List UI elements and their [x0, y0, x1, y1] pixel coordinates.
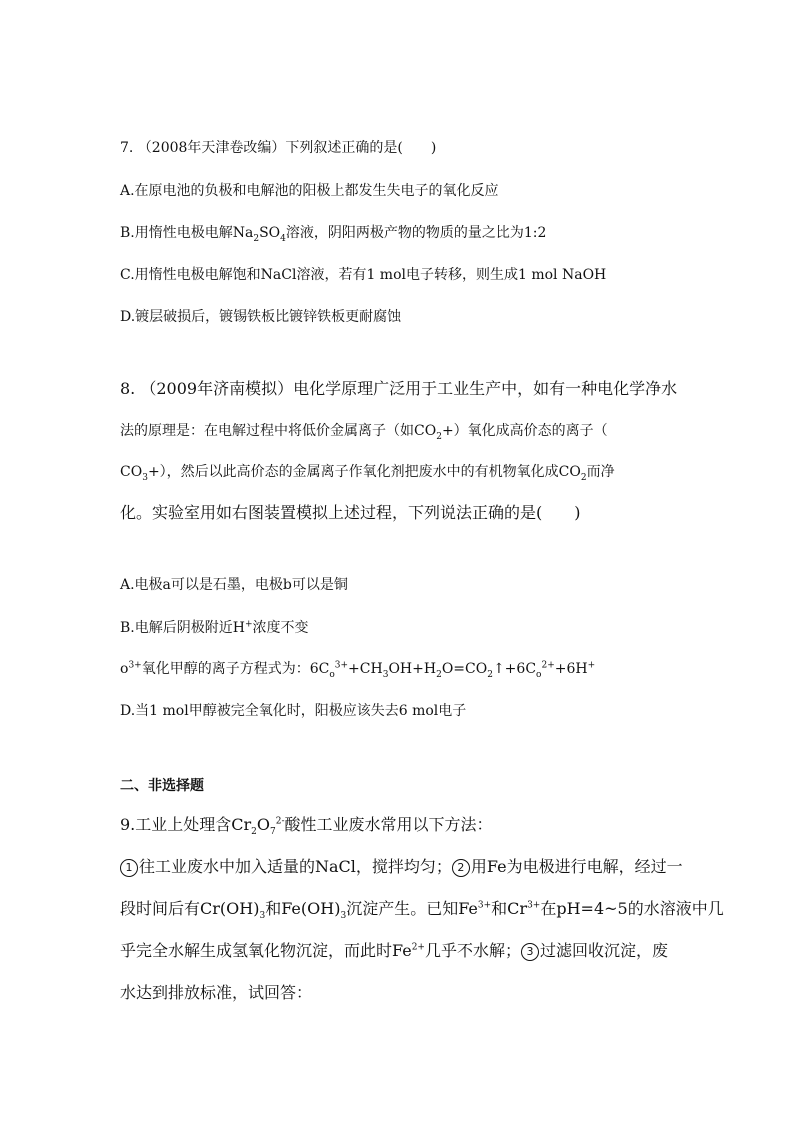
- q7-option-c: C.用惰性电极电解饱和NaCl溶液，若有1 mol电子转移，则生成1 mol NaOH: [120, 267, 607, 283]
- q9-stem-line2: 1 往工业废水中加入适量的NaCl，搅拌均匀； 2 用Fe为电极进行电解，经过一: [120, 856, 683, 878]
- section-heading: 二、非选择题: [120, 778, 204, 794]
- q7-option-a: A.在原电池的负极和电解池的阳极上都发生失电子的氧化反应: [120, 183, 499, 199]
- q7-option-b: B.用惰性电极电解$Na_2SO_4$溶液，阴阳两极产物的物质的量之比为1:2: [120, 225, 547, 244]
- step-number-3: 3: [521, 943, 539, 961]
- q8-option-a: A.电极a可以是石墨，电极b可以是铜: [120, 577, 348, 593]
- q9-stem-line3: 段时间后有$Cr(OH)_3$和$Fe(OH)_3$沉淀产生。已知$Fe^{3+}$和$Cr^{3+}$在pH=4~5的水溶液中几: [120, 899, 724, 922]
- q8-stem-line1: 8. （2009年济南模拟）电化学原理广泛用于工业生产中，如有一种电化学净水: [120, 379, 678, 398]
- q9-stem-line5: 水达到排放标准，试回答：: [120, 983, 313, 1002]
- q9-stem-line1: 9.工业上处理含$Cr_2O_7^{2-}$酸性工业废水常用以下方法：: [120, 815, 493, 838]
- step-number-1: 1: [120, 859, 138, 877]
- q8-option-b: B.电解后阴极附近H+浓度不变: [120, 619, 309, 636]
- step-number-2: 2: [452, 859, 470, 877]
- q7-option-d: D.镀层破损后，镀锡铁板比镀锌铁板更耐腐蚀: [120, 309, 402, 325]
- q8-option-d: D.当1 mol甲醇被完全氧化时，阳极应该失去6 mol电子: [120, 703, 467, 719]
- q8-stem-line3: $CO_3+$），然后以此高价态的金属离子作氧化剂把废水中的有机物氧化成$CO_2$而净: [120, 464, 615, 483]
- q8-stem-line4: 化。实验室用如右图装置模拟上述过程，下列说法正确的是( ): [120, 503, 581, 522]
- q9-stem-line4: 乎完全水解生成氢氧化物沉淀，而此时$Fe^{2+}$几乎不水解； 3 过滤回收沉淀，废: [120, 941, 669, 960]
- q8-stem-line2: 法的原理是：在电解过程中将低价金属离子（如$CO_2+$）氧化成高价态的离子（: [120, 423, 608, 442]
- q7-stem: 7. （2008年天津卷改编）下列叙述正确的是( ): [120, 140, 437, 156]
- q8-option-c: $o^{3+}$氧化甲醇的离子方程式为：$6C_o^{3+}+CH_3OH+H_2O=CO_2↑+6C_o^{2+}+6H^+$: [120, 660, 596, 680]
